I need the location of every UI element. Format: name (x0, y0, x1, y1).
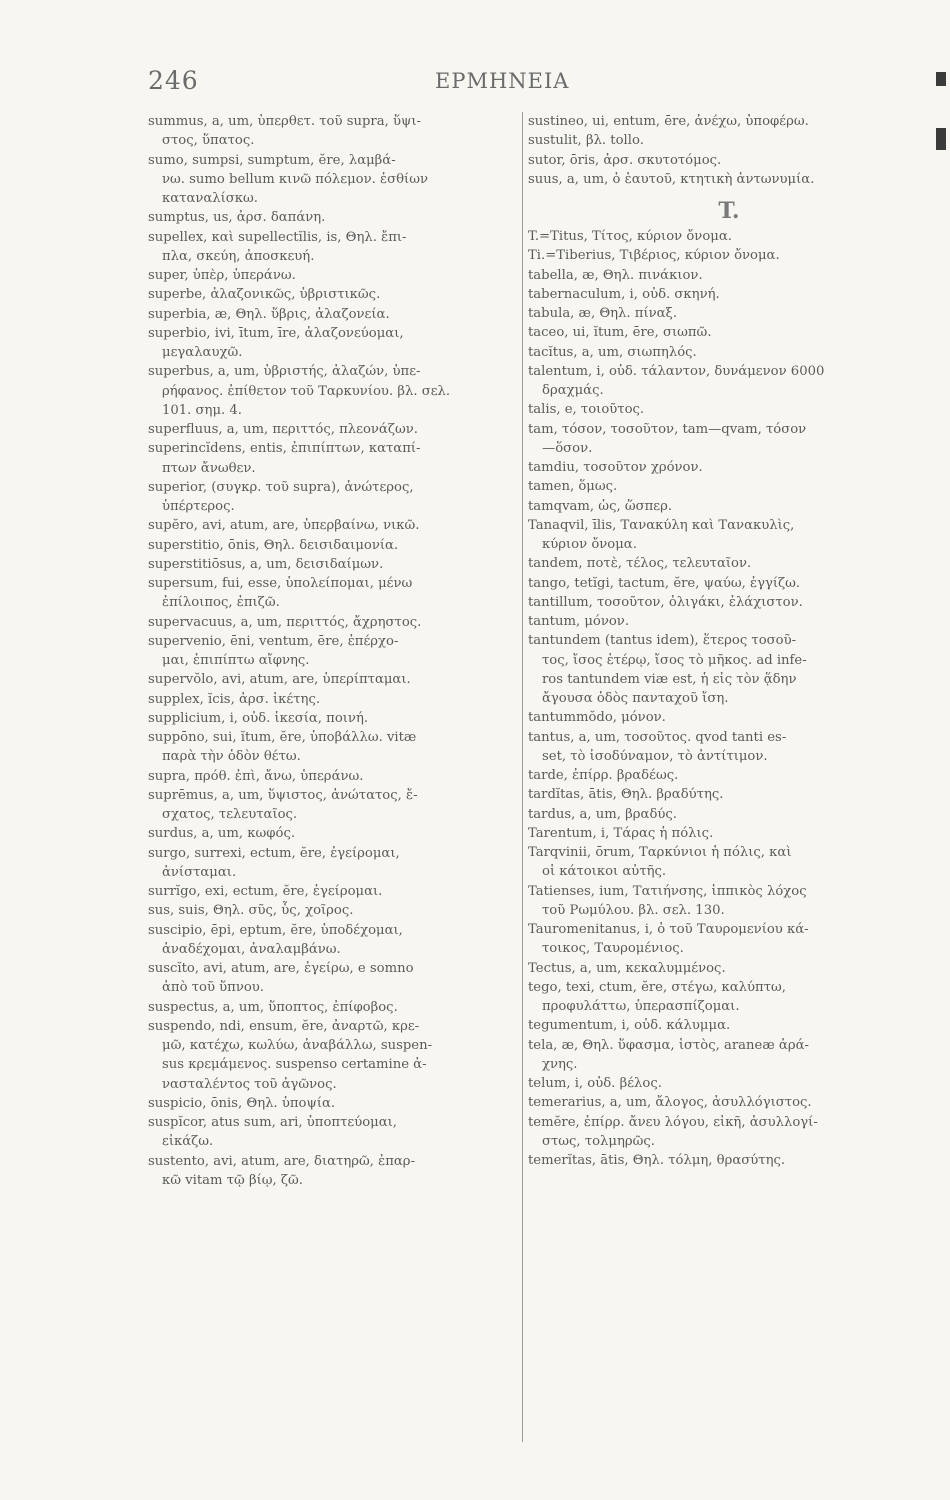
entry-line: superstitio, ōnis, Θηλ. δεισιδαιμονία. (148, 537, 399, 553)
entry-line: tango, tetĭgi, tactum, ĕre, ψαύω, ἐγγίζω. (528, 575, 801, 591)
page-edge-mark (936, 72, 946, 86)
entry-line: tamdiu, τοσοῦτον χρόνον. (528, 460, 703, 475)
entry-line: προφυλάττω, ὑπερασπίζομαι. (542, 999, 740, 1014)
entry-line: πτων ἄνωθεν. (162, 460, 256, 476)
entry-line: tabula, æ, Θηλ. πίναξ. (528, 306, 678, 321)
entry-line: ros tantundem viæ est, ἡ εἰς τὸν ᾅδην (542, 671, 797, 687)
entry-line: μεγαλαυχῶ. (162, 345, 243, 360)
entry-line: ἀνίσταμαι. (162, 864, 237, 880)
entry-line: στως, τολμηρῶς. (542, 1133, 655, 1149)
entry-line: tamen, ὅμως. (528, 479, 618, 495)
entry-line: suscipio, ēpi, eptum, ĕre, ὑποδέχομαι, (148, 922, 403, 938)
entry-line: χνης. (542, 1056, 578, 1072)
entry-line: T.=Titus, Τίτος, κύριον ὄνομα. (528, 229, 732, 244)
entry-line: sustineo, ui, entum, ēre, ἀνέχω, ὑποφέρω. (528, 114, 809, 129)
entry-line: suspicio, ōnis, Θηλ. ὑποψία. (148, 1095, 336, 1111)
entry-line: tantum, μόνον. (528, 614, 630, 629)
entry-line: suspendo, ndi, ensum, ĕre, ἀναρτῶ, κρε- (148, 1018, 420, 1034)
entry-line: δραχμάς. (542, 383, 604, 398)
entry-line: superbus, a, um, ὑβριστής, ἀλαζών, ὑπε- (148, 364, 421, 380)
entry-line: suspĭcor, atus sum, ari, ὑποπτεύομαι, (148, 1115, 397, 1130)
entry-line: suprēmus, a, um, ὕψιστος, ἀνώτατος, ἔ- (148, 787, 418, 803)
entry-line: ρήφανος. ἐπίθετον τοῦ Ταρκυνίου. βλ. σελ. (162, 383, 451, 399)
entry-line: —ὅσον. (542, 440, 593, 456)
entry-line: Tauromenitanus, i, ὁ τοῦ Ταυρομενίου κά- (528, 922, 809, 937)
entry-line: tantillum, τοσοῦτον, ὀλιγάκι, ἐλάχιστον. (528, 594, 803, 610)
entry-line: talis, e, τοιοῦτος. (528, 402, 645, 418)
entry-line: tarde, ἐπίρρ. βραδέως. (528, 768, 679, 783)
entry-line: talentum, i, οὐδ. τάλαντον, δυνάμενον 6000 (528, 363, 825, 379)
entry-line: suus, a, um, ὁ ἑαυτοῦ, κτητικὴ ἀντωνυμία. (528, 171, 815, 187)
entry-line: tabella, æ, Θηλ. πινάκιον. (528, 267, 703, 283)
entry-line: 101. σημ. 4. (162, 402, 242, 418)
entry-line: superbio, ivi, ītum, īre, ἀλαζονεύομαι, (148, 325, 404, 341)
entry-line: supersum, fui, esse, ὑπολείπομαι, μένω (148, 576, 413, 591)
entry-line: sus κρεμάμενος. suspenso certamine ἀ- (162, 1057, 427, 1073)
page-number: 246 (148, 66, 199, 95)
entry-line: sus, suis, Θηλ. σῦς, ὗς, χοῖρος. (148, 903, 354, 919)
entry-line: suscĭto, avi, atum, are, ἐγείρω, e somno (148, 961, 414, 976)
entry-line: tam, τόσον, τοσοῦτον, tam—qvam, τόσον (528, 421, 807, 437)
entry-line: ὑπέρτερος. (162, 499, 235, 514)
entry-line: tacĭtus, a, um, σιωπηλός. (528, 344, 697, 360)
entry-line: summus, a, um, ὑπερθετ. τοῦ supra, ὕψι- (148, 114, 421, 129)
entry-line: superbia, æ, Θηλ. ὕβρις, ἀλαζονεία. (148, 306, 390, 322)
entry-line: superbe, ἀλαζονικῶς, ὑβριστικῶς. (148, 287, 381, 303)
entry-line: set, τὸ ἰσοδύναμον, τὸ ἀντίτιμον. (542, 748, 768, 764)
entry-line: κῶ vitam τῷ βίῳ, ζῶ. (162, 1172, 303, 1188)
entry-line: sustento, avi, atum, are, διατηρῶ, ἐπαρ- (148, 1153, 416, 1169)
entry-line: supplex, ĭcis, ἀρσ. ἱκέτης. (148, 691, 321, 707)
entry-line: sustulit, βλ. tollo. (528, 133, 644, 149)
entry-line: tardĭtas, ātis, Θηλ. βραδύτης. (528, 787, 724, 803)
entry-line: οἱ κάτοικοι αὐτῆς. (542, 864, 667, 880)
entry-line: tandem, ποτὲ, τέλος, τελευταῖον. (528, 556, 752, 572)
running-head: ΕΡΜΗΝΕΙΑ (435, 69, 570, 93)
entry-line: τοῦ Ρωμύλου. βλ. σελ. 130. (542, 902, 725, 918)
entry-line: suppōno, sui, ĭtum, ĕre, ὑποβάλλω. vitæ (148, 730, 417, 745)
entry-line: τοικος, Ταυρομένιος. (542, 941, 684, 957)
entry-line: sumo, sumpsi, sumptum, ĕre, λαμβά- (148, 152, 396, 168)
entry-line: κύριον ὄνομα. (542, 537, 637, 552)
entry-line: surdus, a, um, κωφός. (148, 826, 296, 842)
entry-line: taceo, ui, ĭtum, ēre, σιωπῶ. (528, 325, 712, 341)
entry-line: tamqvam, ὡς, ὥσπερ. (528, 498, 673, 514)
entry-line: Ti.=Tiberius, Τιβέριος, κύριον ὄνομα. (528, 248, 780, 264)
entry-line: tela, æ, Θηλ. ὕφασμα, ἱστὸς, araneæ ἀρά- (528, 1037, 809, 1053)
entry-line: ἐπίλοιπος, ἐπιζῶ. (162, 595, 280, 611)
entry-line: supervŏlo, avi, atum, are, ὑπερίπταμαι. (148, 672, 411, 688)
entry-line: supervacuus, a, um, περιττός, ἄχρηστος. (148, 614, 422, 630)
entry-line: surrĭgo, exi, ectum, ĕre, ἐγείρομαι. (148, 884, 383, 899)
entry-line: tantus, a, um, τοσοῦτος. qvod tanti es- (528, 729, 787, 745)
entry-line: sutor, ōris, ἀρσ. σκυτοτόμος. (528, 152, 722, 168)
entry-line: Tanaqvil, īlis, Τανακύλη καὶ Τανακυλὶς, (528, 517, 795, 533)
entry-line: tantundem (tantus idem), ἕτερος τοσοῦ- (528, 633, 797, 649)
entry-line: ἀναδέχομαι, ἀναλαμβάνω. (162, 941, 341, 957)
entry-line: νασταλέντος τοῦ ἀγῶνος. (162, 1076, 337, 1092)
entry-line: εἰκάζω. (162, 1134, 214, 1150)
entry-line: super, ὑπὲρ, ὑπεράνω. (148, 268, 296, 283)
left-column (148, 112, 518, 1190)
entry-line: temerĭtas, ātis, Θηλ. τόλμη, θρασύτης. (528, 1153, 786, 1168)
entry-line: στος, ὕπατος. (162, 133, 255, 149)
right-column (528, 112, 900, 1170)
entry-line: superincĭdens, entis, ἐπιπίπτων, καταπί- (148, 441, 421, 457)
entry-line: tardus, a, um, βραδύς. (528, 806, 677, 822)
entry-line: τος, ἴσος ἑτέρῳ, ἴσος τὸ μῆκος. ad infe- (542, 652, 807, 668)
entry-line: σχατος, τελευταῖος. (162, 807, 298, 822)
entry-line: temerarius, a, um, ἄλογος, ἀσυλλόγιστος. (528, 1095, 812, 1111)
entry-line: supplicium, i, οὐδ. ἱκεσία, ποινή. (148, 710, 369, 726)
entry-line: Tectus, a, um, κεκαλυμμένος. (528, 960, 726, 976)
entry-line: Tarqvinii, ōrum, Ταρκύνιοι ἡ πόλις, καὶ (528, 845, 792, 860)
entry-line: μῶ, κατέχω, κωλύω, ἀναβάλλω, suspen- (162, 1038, 433, 1053)
entry-line: sumptus, us, ἀρσ. δαπάνη. (148, 210, 326, 226)
entry-line: πλα, σκεύη, ἀποσκευή. (162, 248, 315, 264)
entry-line: superior, (συγκρ. τοῦ supra), ἀνώτερος, (148, 479, 414, 495)
entry-line: supĕro, avi, atum, are, ὑπερβαίνω, νικῶ. (148, 518, 420, 534)
entry-line: Tarentum, i, Τάρας ἡ πόλις. (528, 825, 714, 841)
entry-line: νω. sumo bellum κινῶ πόλεμον. ἐσθίων (162, 171, 428, 187)
entry-line: superstitiōsus, a, um, δεισιδαίμων. (148, 556, 384, 572)
entry-line: ἄγουσα ὁδὸς πανταχοῦ ἴση. (542, 691, 729, 706)
entry-line: tantummŏdo, μόνον. (528, 710, 666, 726)
entry-line: supra, πρόθ. ἐπὶ, ἄνω, ὑπεράνω. (148, 768, 364, 784)
entry-line: Tatienses, ium, Τατιήνσης, ἱππικὸς λόχος (528, 883, 807, 899)
entry-line: superfluus, a, um, περιττός, πλεονάζων. (148, 422, 418, 437)
entry-line: tabernaculum, i, οὐδ. σκηνή. (528, 286, 720, 302)
column-divider (522, 112, 523, 1442)
entry-line: παρὰ τὴν ὁδὸν θέτω. (162, 749, 301, 765)
entry-line: μαι, ἐπιπίπτω αἴφνης. (162, 653, 310, 668)
entry-line: supervenio, ēni, ventum, ēre, ἐπέρχο- (148, 633, 399, 649)
entry-line: ἀπὸ τοῦ ὕπνου. (162, 980, 264, 996)
entry-line: supellex, καὶ supellectĭlis, is, Θηλ. ἔπι- (148, 229, 407, 245)
page-edge-mark (936, 128, 946, 150)
entry-line: surgo, surrexi, ectum, ĕre, ἐγείρομαι, (148, 845, 400, 861)
entry-line: temĕre, ἐπίρρ. ἄνευ λόγου, εἰκῆ, ἀσυλλογί- (528, 1114, 818, 1130)
entry-line: tegumentum, i, οὐδ. κάλυμμα. (528, 1018, 731, 1034)
section-letter: T. (718, 198, 740, 224)
entry-line: καταναλίσκω. (162, 191, 258, 206)
entry-line: telum, i, οὐδ. βέλος. (528, 1076, 662, 1091)
entry-line: suspectus, a, um, ὕποπτος, ἐπίφοβος. (148, 999, 398, 1015)
page-header (0, 66, 950, 106)
entry-line: tego, texi, ctum, ĕre, στέγω, καλύπτω, (528, 979, 786, 995)
